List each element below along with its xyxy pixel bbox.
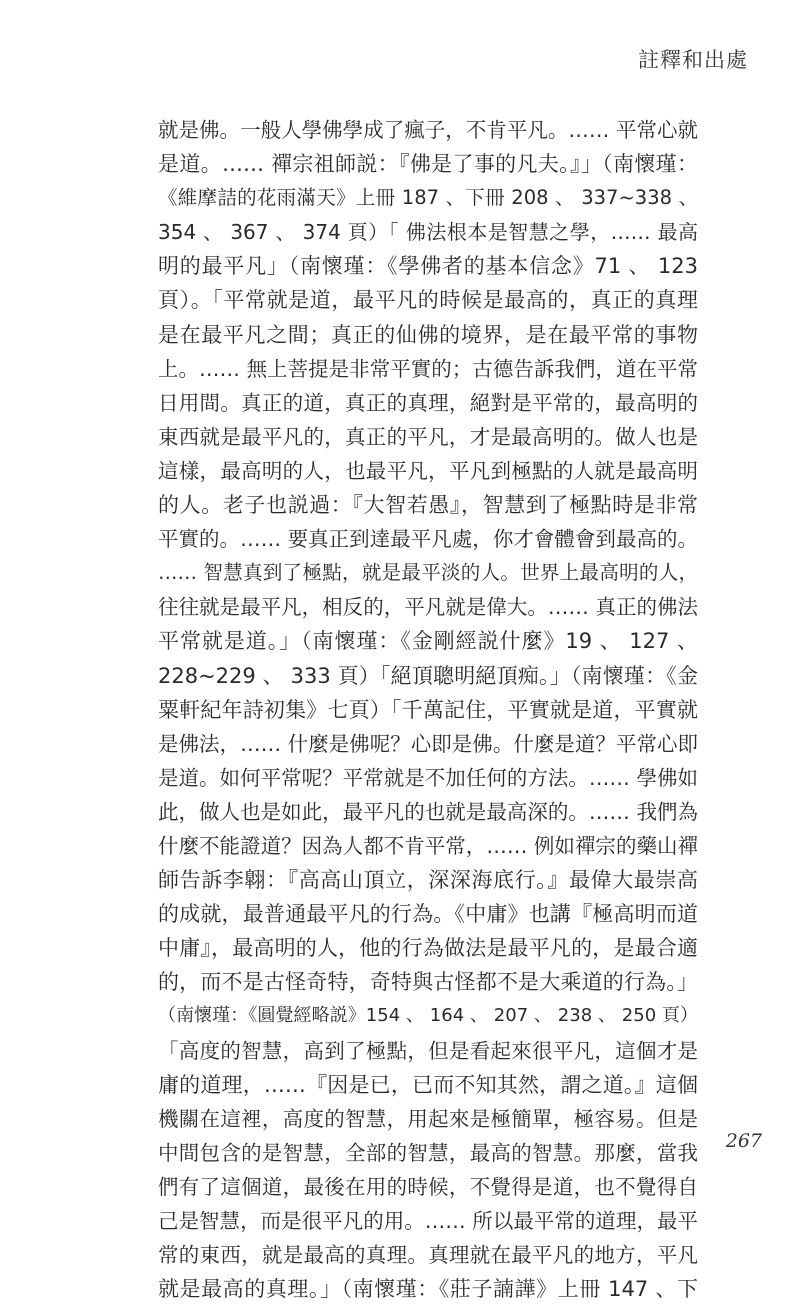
text-line: 這樣，最高明的人，也最平凡，平凡到極點的人就是最高明 xyxy=(158,458,698,483)
text-line: 的人。老子也説過：『大智若愚』，智慧到了極點時是非常 xyxy=(158,493,698,518)
page-number: 267 xyxy=(725,1130,762,1152)
text-line: 們有了這個道，最後在用的時候，不覺得是道，也不覺得自 xyxy=(158,1174,698,1199)
text-line: 就是最高的真理。」（南懷瑾：《莊子諵譁》上冊 147 、下 xyxy=(158,1277,698,1302)
text-line: 的，而不是古怪奇特，奇特與古怪都不是大乘道的行為。」 xyxy=(158,970,698,995)
text-line: 354 、 367 、 374 頁）「 佛法根本是智慧之學，…… 最高 xyxy=(158,220,698,245)
text-line: 機關在這裡，高度的智慧，用起來是極簡單，極容易。但是 xyxy=(158,1106,698,1131)
text-line: 頁）。「平常就是道，最平凡的時候是最高的，真正的真理 xyxy=(158,288,698,313)
text-line: （南懷瑾：《圓覺經略説》154 、 164 、 207 、 238 、 250 頁） xyxy=(158,1005,698,1027)
text-line: …… 智慧真到了極點，就是最平淡的人。世界上最高明的人， xyxy=(158,561,698,585)
text-line: 是佛法，…… 什麼是佛呢？心即是佛。什麼是道？平常心即 xyxy=(158,731,698,756)
text-line: 就是佛。一般人學佛學成了瘋子，不肯平凡。…… 平常心就 xyxy=(158,118,698,142)
text-line: 中庸』，最高明的人，他的行為做法是最平凡的，是最合適 xyxy=(158,936,698,961)
text-line: 的成就，最普通最平凡的行為。《中庸》也講『極高明而道 xyxy=(158,902,698,927)
text-line: 往往就是最平凡，相反的，平凡就是偉大。…… 真正的佛法 xyxy=(158,595,698,620)
running-header: 註釋和出處 xyxy=(638,48,748,72)
text-line: 是道。如何平常呢？平常就是不加任何的方法。…… 學佛如 xyxy=(158,765,698,790)
text-line: 上。…… 無上菩提是非常平實的；古德告訴我們，道在平常 xyxy=(158,356,698,381)
text-line: 己是智慧，而是很平凡的用。…… 所以最平常的道理，最平 xyxy=(158,1209,698,1233)
body-text xyxy=(158,113,698,1306)
text-line: 中間包含的是智慧，全部的智慧，最高的智慧。那麼，當我 xyxy=(158,1140,698,1165)
text-line: 庸的道理，……『因是已，已而不知其然，謂之道。』這個 xyxy=(158,1072,698,1097)
text-line: 《維摩詰的花雨滿天》上冊 187 、下冊 208 、 337~338 、 xyxy=(158,186,698,210)
text-line: 日用間。真正的道，真正的真理，絕對是平常的，最高明的 xyxy=(158,390,698,415)
text-line: 什麼不能證道？因為人都不肯平常，…… 例如禪宗的藥山禪 xyxy=(158,833,698,858)
text-line: 此，做人也是如此，最平凡的也就是最高深的。…… 我們為 xyxy=(158,799,698,824)
text-line: 是道。…… 禪宗祖師説：『佛是了事的凡夫。』」（南懷瑾： xyxy=(158,152,698,177)
text-line: 平實的。…… 要真正到達最平凡處，你才會體會到最高的。 xyxy=(158,527,698,552)
text-line: 粟軒紀年詩初集》七頁）「千萬記住，平實就是道，平實就 xyxy=(158,697,698,722)
text-line: 常的東西，就是最高的真理。真理就在最平凡的地方，平凡 xyxy=(158,1243,698,1268)
text-line: 明的最平凡」（南懷瑾：《學佛者的基本信念》71 、 123 xyxy=(158,254,698,279)
text-line: 是在最平凡之間；真正的仙佛的境界，是在最平常的事物 xyxy=(158,322,698,347)
text-line: 東西就是最平凡的，真正的平凡，才是最高明的。做人也是 xyxy=(158,424,698,449)
text-line: 平常就是道。」（南懷瑾：《金剛經説什麼》19 、 127 、 xyxy=(158,629,698,654)
text-line: 師告訴李翺：『高高山頂立，深深海底行。』最偉大最崇高 xyxy=(158,868,698,893)
text-line: 「高度的智慧，高到了極點，但是看起來很平凡，這個才是 xyxy=(158,1038,698,1063)
text-line: 228~229 、 333 頁）「絕頂聰明絕頂痴。」（南懷瑾：《金 xyxy=(158,663,698,688)
